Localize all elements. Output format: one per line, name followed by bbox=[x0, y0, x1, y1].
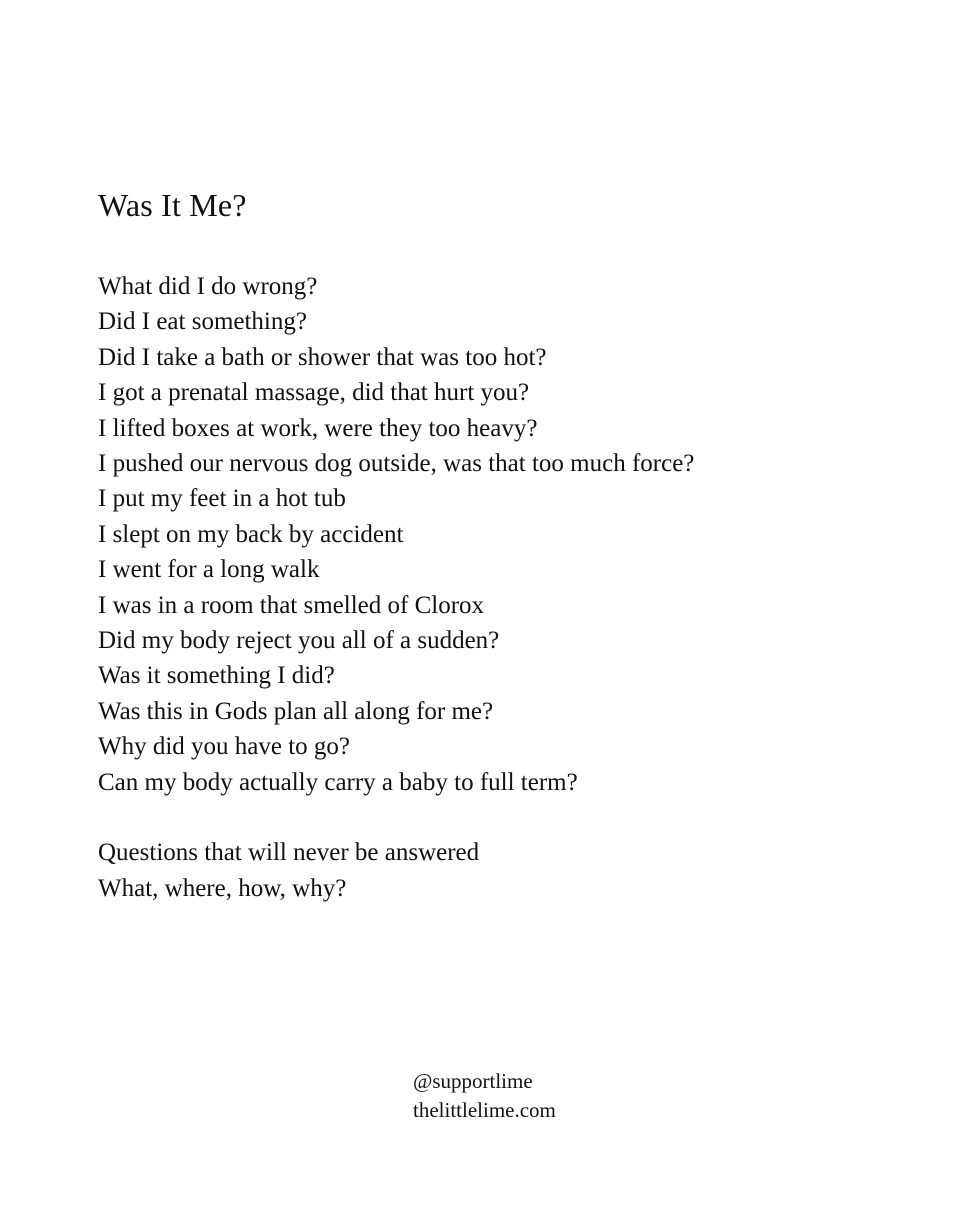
poem-line: I was in a room that smelled of Clorox bbox=[98, 591, 485, 619]
poem-line: Questions that will never be answered bbox=[98, 839, 480, 867]
poem-line: I lifted boxes at work, were they too heavy? bbox=[98, 414, 538, 442]
poem-line: What, where, how, why? bbox=[98, 874, 347, 902]
poem-line: I got a prenatal massage, did that hurt you? bbox=[98, 379, 530, 407]
poem-line: I pushed our nervous dog outside, was that too much force? bbox=[98, 450, 695, 478]
poem-line: I put my feet in a hot tub bbox=[98, 485, 346, 513]
poem-line: What did I do wrong? bbox=[98, 273, 318, 300]
poem-title: Was It Me? bbox=[98, 187, 247, 223]
poem-line: Did I eat something? bbox=[98, 308, 307, 336]
poem-line: Can my body actually carry a baby to full term? bbox=[98, 768, 578, 796]
poem-line: I slept on my back by accident bbox=[98, 520, 404, 548]
poem bbox=[98, 185, 898, 906]
stanza-1 bbox=[98, 269, 898, 800]
social-handle: @supportlime bbox=[413, 1069, 533, 1093]
footer-credits bbox=[413, 1067, 556, 1125]
website-link: thelittlelime.com bbox=[413, 1098, 556, 1122]
poem-line: Was it something I did? bbox=[98, 662, 335, 690]
poem-line: Was this in Gods plan all along for me? bbox=[98, 697, 494, 725]
poem-line: Did my body reject you all of a sudden? bbox=[98, 627, 500, 655]
poem-line: I went for a long walk bbox=[98, 556, 320, 584]
poem-line: Why did you have to go? bbox=[98, 733, 351, 761]
poem-line: Did I take a bath or shower that was too hot? bbox=[98, 343, 547, 371]
stanza-2 bbox=[98, 835, 898, 906]
